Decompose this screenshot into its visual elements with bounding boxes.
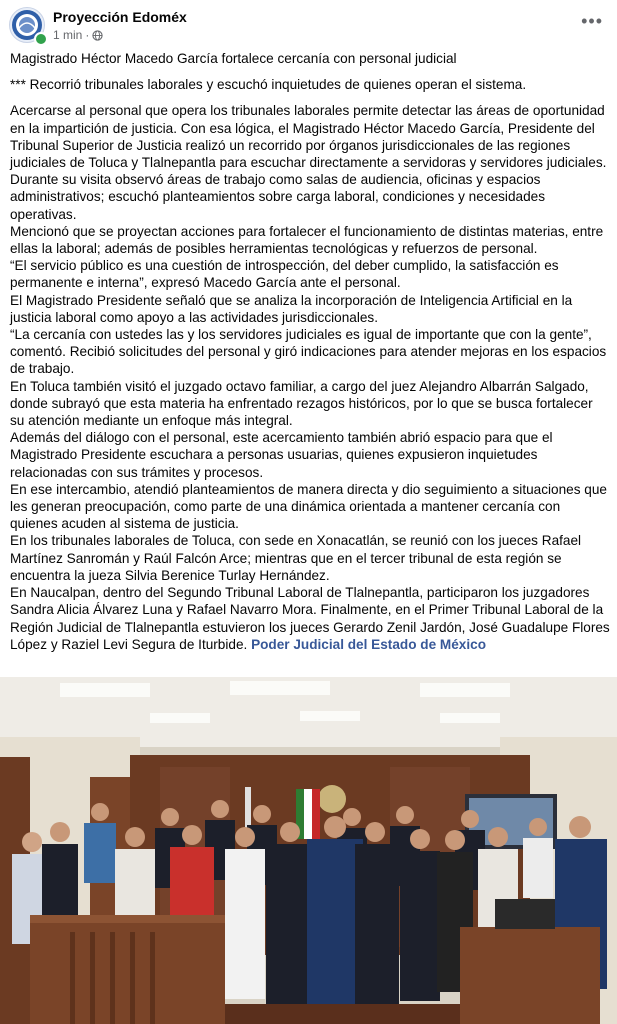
post-header (0, 0, 617, 48)
post-paragraph: En los tribunales laborales de Toluca, con sede en Xonacatlán, se reunió con los jueces Rafael Martínez Sanromán y Raúl Falcón Arce; mientras que en el tercer tribunal de esta región se encuentra la jueza Silvia Berenice Turlay Hernández. (10, 533, 582, 583)
last-paragraph-text: En Naucalpan, dentro del Segundo Tribunal Laboral de Tlalnepantla, participaron los juzgadores Sandra Alicia Álvarez Luna y Rafael Navarro Mora. Finalmente, en el Primer Tribunal Laboral de la Región Judicial de Tlalnepantla estuvieron los jueces Gerardo Zenil Jardón, José Guadalupe Flores López y Raziel Levi Segura de Iturbide. (10, 585, 610, 652)
post-text (10, 50, 610, 653)
meta-separator: · (85, 28, 90, 42)
post-paragraph: Además del diálogo con el personal, este acercamiento también abrió espacio para que el Magistrado Presidente escuchara a personas usuarias, quienes expusieron inquietudes relacionadas con sus trámites y procesos. (10, 430, 553, 480)
post-paragraph: Durante su visita observó áreas de trabajo como salas de audiencia, oficinas y espacios administrativos; escuchó planteamientos sobre carga laboral, condiciones y necesidades operativas. (10, 172, 545, 222)
post-paragraph: “La cercanía con ustedes las y los servidores judiciales es igual de importante que con la gente”, comentó. Recibió solicitudes del personal y giró indicaciones para atender mejoras en los espacios de trabajo. (10, 327, 607, 377)
page-name-link[interactable]: Proyección Edoméx (53, 9, 187, 25)
post-meta (53, 28, 103, 42)
group-photo-illustration (0, 677, 617, 1024)
globe-icon[interactable] (92, 30, 103, 41)
post-subhead: *** Recorrió tribunales laborales y escuchó inquietudes de quienes operan el sistema. (10, 77, 527, 93)
post-paragraph: El Magistrado Presidente señaló que se analiza la incorporación de Inteligencia Artificial en la justicia laboral como apoyo a las actividades jurisdiccionales. (10, 292, 573, 325)
post-paragraph: “El servicio público es una cuestión de introspección, del deber cumplido, la satisfacción es permanente e interna”, expresó Macedo García ante el personal. (10, 258, 559, 291)
online-status-dot (34, 32, 48, 46)
post-last-paragraph (10, 584, 610, 653)
post-paragraph: En Toluca también visitó el juzgado octavo familiar, a cargo del juez Alejandro Albarrán Salgado, donde subrayó que esta materia ha enfrentado rezagos históricos, por lo que se busca fortalecer su atención mediante un enfoque más integral. (10, 378, 593, 429)
post-photo[interactable] (0, 677, 617, 1024)
post-paragraphs (10, 102, 610, 584)
post-paragraph: En ese intercambio, atendió planteamientos de manera directa y dio seguimiento a situaciones que les generan preocupación, como parte de una dinámica orientada a mantener cercanía con quienes acuden al sistema de justicia. (10, 481, 607, 532)
post-headline: Magistrado Héctor Macedo García fortalece cercanía con personal judicial (10, 51, 457, 66)
post-paragraph: Acercarse al personal que opera los tribunales laborales permite detectar las áreas de oportunidad en la impartición de justicia. Con esa lógica, el Magistrado Héctor Macedo García, Presidente del Tribunal Superior de Justicia realizó un recorrido por órganos jurisdiccionales de las regiones judiciales de Toluca y Tlalnepantla para escuchar directamente a servidoras y servidores judiciales. (10, 103, 607, 171)
mention-link[interactable]: Poder Judicial del Estado de México (251, 636, 486, 652)
more-options-icon[interactable]: ••• (581, 11, 603, 31)
post-paragraph: Mencionó que se proyectan acciones para fortalecer el funcionamiento de distintas materias, entre ellas la laboral; además de posibles herramientas tecnológicas y refuerzos de personal. (10, 223, 604, 257)
post-time[interactable]: 1 min (53, 28, 83, 42)
